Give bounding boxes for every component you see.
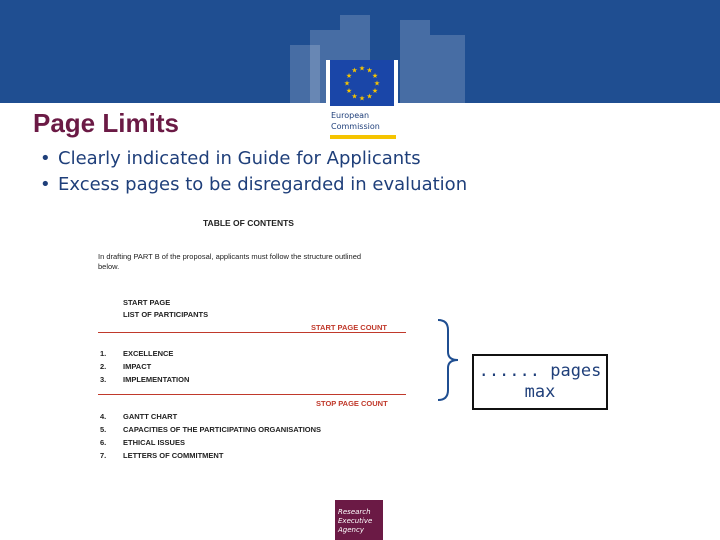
logo-line2: Commission bbox=[331, 122, 380, 131]
bullet-item bbox=[40, 146, 467, 172]
toc-participants: LIST OF PARTICIPANTS bbox=[123, 310, 209, 319]
toc-item-num: 5. bbox=[100, 425, 107, 434]
toc-stop-count: STOP PAGE COUNT bbox=[316, 399, 388, 408]
logo-accent-bar bbox=[330, 135, 396, 139]
bullet-item bbox=[40, 172, 467, 198]
bullet-dot-icon: • bbox=[40, 148, 51, 169]
building-graphic bbox=[400, 20, 430, 103]
rea-line3: Agency bbox=[338, 526, 364, 534]
star-icon: ★ bbox=[366, 92, 373, 101]
callout-line2: max bbox=[524, 382, 556, 402]
toc-item-label: CAPACITIES OF THE PARTICIPATING ORGANISATIONS bbox=[123, 425, 322, 434]
star-icon: ★ bbox=[343, 79, 351, 88]
star-icon: ★ bbox=[358, 94, 366, 103]
star-icon: ★ bbox=[358, 64, 366, 73]
bullet-dot-icon: • bbox=[40, 174, 51, 195]
toc-heading: TABLE OF CONTENTS bbox=[203, 218, 294, 228]
logo-line1: European bbox=[331, 111, 370, 120]
star-icon: ★ bbox=[366, 66, 373, 75]
bullet-text: Excess pages to be disregarded in evaluation bbox=[58, 174, 468, 195]
toc-intro: In drafting PART B of the proposal, applicants must follow the structure outlined below. bbox=[98, 252, 362, 271]
eu-stars bbox=[330, 60, 394, 106]
start-count-line bbox=[98, 332, 406, 333]
star-icon: ★ bbox=[351, 66, 358, 75]
star-icon: ★ bbox=[345, 87, 353, 95]
rea-line2: Executive bbox=[338, 517, 373, 525]
rea-logo bbox=[335, 500, 383, 540]
toc-item-label: GANTT CHART bbox=[123, 412, 178, 421]
star-icon: ★ bbox=[371, 87, 379, 95]
toc-item-label: LETTERS OF COMMITMENT bbox=[123, 451, 224, 460]
commission-logo-text bbox=[331, 110, 380, 132]
toc-item-num: 4. bbox=[100, 412, 107, 421]
star-icon: ★ bbox=[371, 72, 379, 80]
toc-item-label: IMPACT bbox=[123, 362, 152, 371]
toc-item-label: ETHICAL ISSUES bbox=[123, 438, 185, 447]
toc-item-label: EXCELLENCE bbox=[123, 349, 174, 358]
stop-count-line bbox=[98, 394, 406, 395]
eu-flag-icon bbox=[330, 60, 394, 106]
star-icon: ★ bbox=[345, 72, 353, 80]
toc-start-page: START PAGE bbox=[123, 298, 171, 307]
bullet-text: Clearly indicated in Guide for Applicants bbox=[58, 148, 421, 169]
bullet-list bbox=[40, 146, 467, 198]
toc-item-num: 6. bbox=[100, 438, 107, 447]
toc-item-num: 1. bbox=[100, 349, 107, 358]
table-of-contents-excerpt bbox=[98, 214, 408, 474]
building-graphic bbox=[430, 35, 465, 103]
toc-start-count: START PAGE COUNT bbox=[311, 323, 387, 332]
star-icon: ★ bbox=[373, 79, 381, 88]
toc-item-label: IMPLEMENTATION bbox=[123, 375, 190, 384]
page-limit-callout bbox=[472, 354, 608, 410]
page-title: Page Limits bbox=[33, 108, 179, 138]
callout-line1: ...... pages bbox=[478, 361, 602, 381]
rea-line1: Research bbox=[338, 508, 371, 516]
toc-item-num: 7. bbox=[100, 451, 107, 460]
right-brace-icon bbox=[436, 318, 466, 402]
star-icon: ★ bbox=[351, 92, 358, 101]
toc-item-num: 2. bbox=[100, 362, 107, 371]
toc-item-num: 3. bbox=[100, 375, 107, 384]
